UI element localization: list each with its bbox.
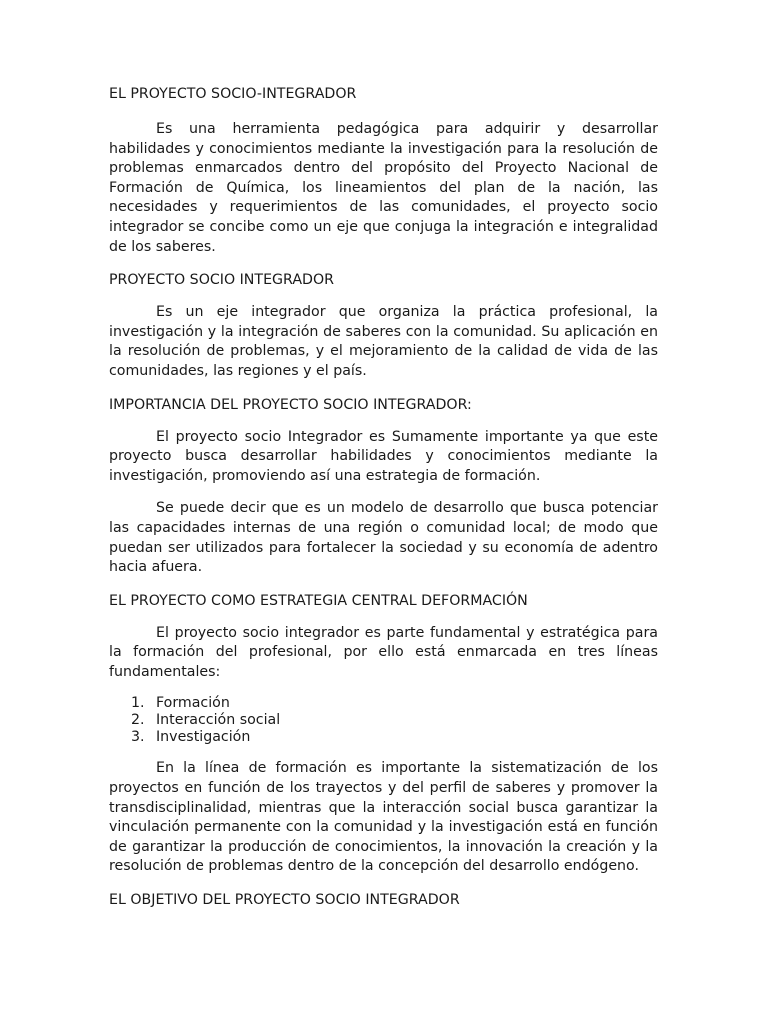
paragraph: Es un eje integrador que organiza la práctica profesional, la investigación y la integración de saberes con la comunidad. Su aplicación en la resolución de problemas, y el mejoramiento de la calidad de vida de las comunidades, las regiones y el país. bbox=[109, 304, 658, 379]
section-heading: IMPORTANCIA DEL PROYECTO SOCIO INTEGRADOR: bbox=[109, 396, 472, 413]
list-item bbox=[109, 729, 658, 746]
list-item-text: Formación bbox=[156, 695, 230, 712]
list-number: 2. bbox=[131, 712, 145, 729]
list-item bbox=[109, 695, 658, 712]
document-page bbox=[109, 84, 658, 910]
paragraph: El proyecto socio integrador es parte fundamental y estratégica para la formación del profesional, por ello está enmarcada en tres líneas fundamentales: bbox=[109, 624, 658, 680]
paragraph: En la línea de formación es importante la sistematización de los proyectos en función de los trayectos y del perfil de saberes y promover la transdisciplinalidad, mientras que la interacción social busca garantizar la vinculación permanente con la comunidad y la investigación está en función de garantizar la producción de conocimientos, la innovación la creación y la resolución de problemas dentro de la concepción del desarrollo endógeno. bbox=[109, 760, 658, 875]
list-item bbox=[109, 712, 658, 729]
paragraph: Se puede decir que es un modelo de desarrollo que busca potenciar las capacidades internas de una región o comunidad local; de modo que puedan ser utilizados para fortalecer la sociedad y su economía de adentro hacia afuera. bbox=[109, 500, 658, 576]
section-heading: EL PROYECTO SOCIO-INTEGRADOR bbox=[109, 86, 357, 102]
section-heading: EL OBJETIVO DEL PROYECTO SOCIO INTEGRADOR bbox=[109, 892, 460, 909]
section-heading: EL PROYECTO COMO ESTRATEGIA CENTRAL DEFORMACIÓN bbox=[109, 592, 528, 609]
list-number: 1. bbox=[131, 695, 145, 712]
list-item-text: Interacción social bbox=[156, 712, 281, 729]
paragraph: Es una herramienta pedagógica para adquirir y desarrollar habilidades y conocimientos mediante la investigación para la resolución de problemas enmarcados dentro del propósito del Proyecto Nacional de Formación de Química, los lineamientos del plan de la nación, las necesidades y requerimientos de las comunidades, el proyecto socio integrador se concibe como un eje que conjuga la integración e integralidad de los saberes. bbox=[109, 121, 658, 255]
numbered-list bbox=[109, 695, 658, 746]
list-item-text: Investigación bbox=[156, 729, 251, 746]
list-number: 3. bbox=[131, 729, 145, 746]
paragraph: El proyecto socio Integrador es Sumamente importante ya que este proyecto busca desarrollar habilidades y conocimientos mediante la investigación, promoviendo así una estrategia de formación. bbox=[109, 428, 658, 484]
section-heading: PROYECTO SOCIO INTEGRADOR bbox=[109, 272, 334, 289]
